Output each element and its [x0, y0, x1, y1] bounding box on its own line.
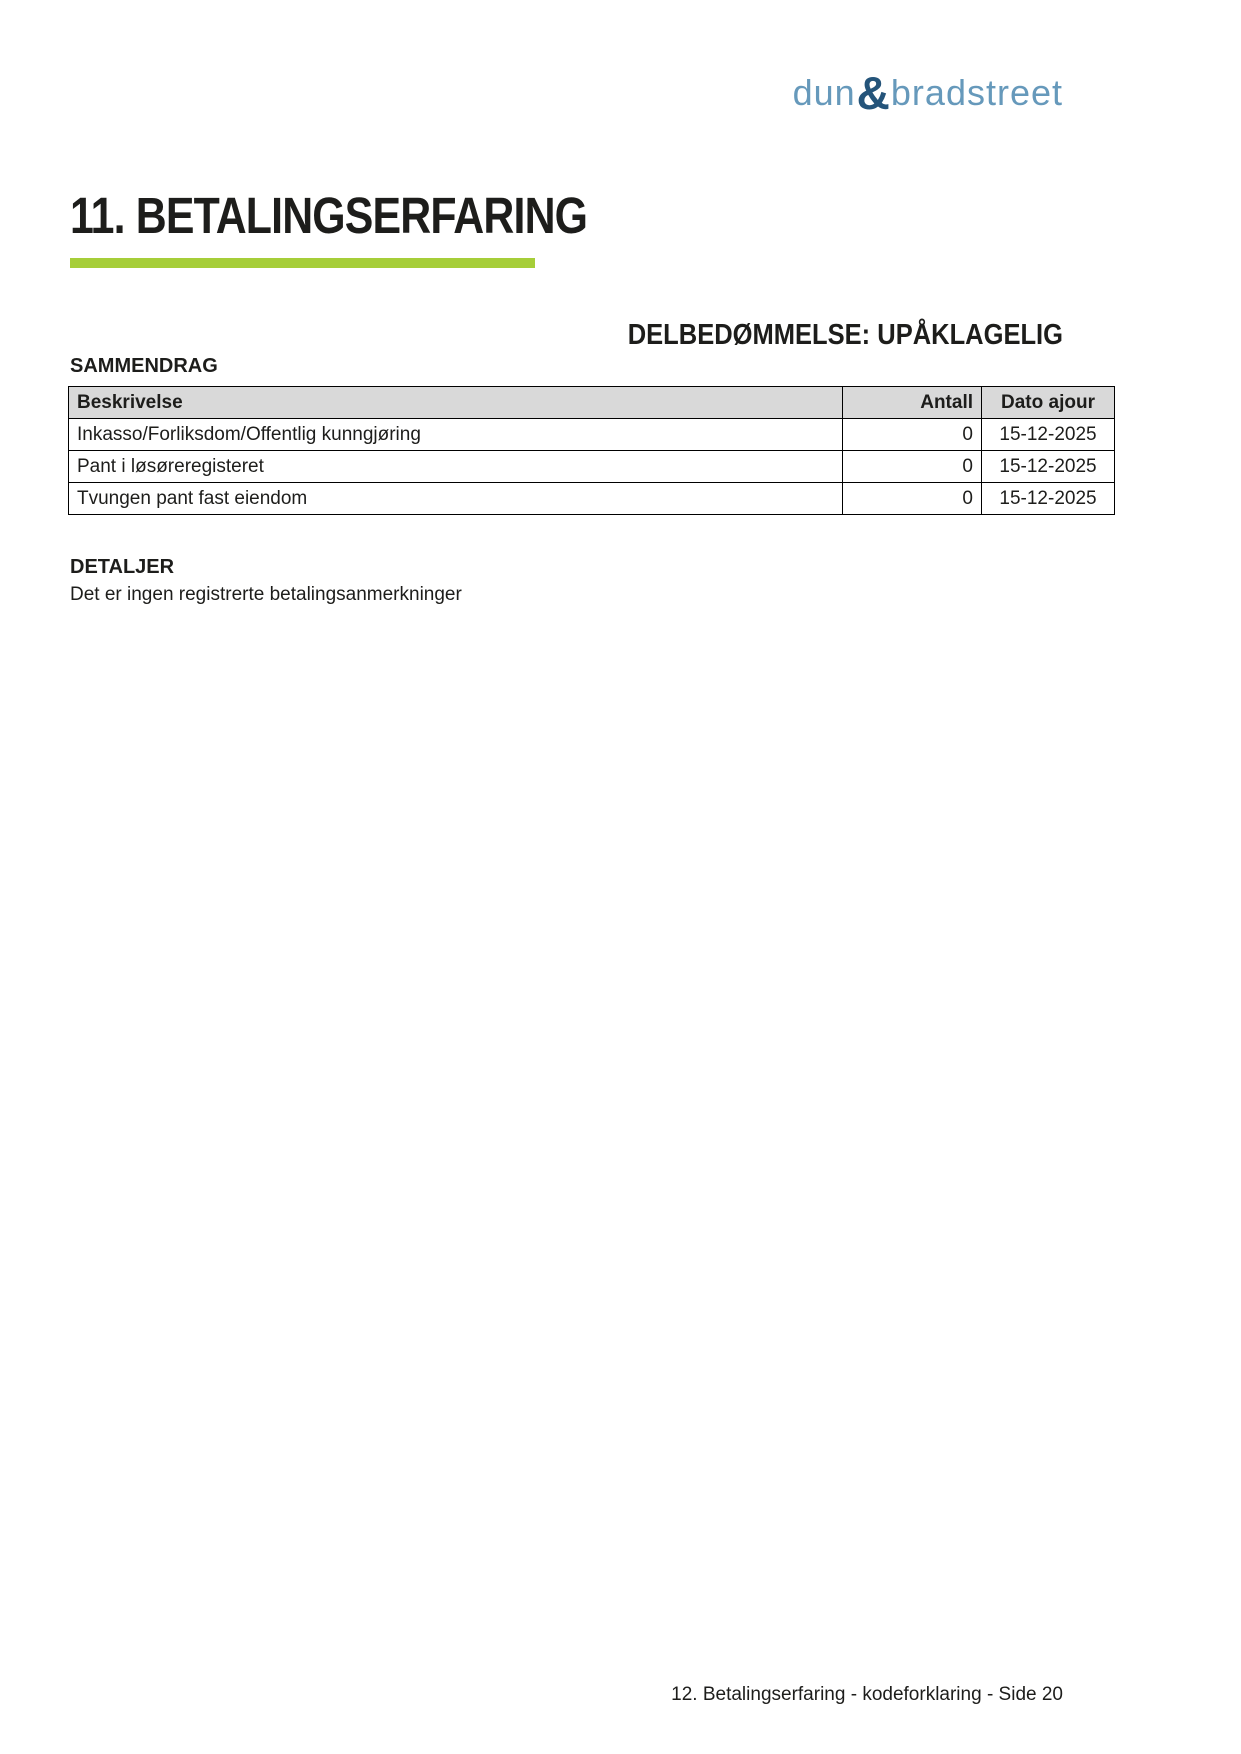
table-row	[69, 483, 1115, 515]
cell-antall: 0	[843, 451, 982, 483]
cell-antall: 0	[843, 483, 982, 515]
cell-dato-ajour: 15-12-2025	[982, 483, 1115, 515]
cell-dato-ajour: 15-12-2025	[982, 419, 1115, 451]
details-section-label: DETALJER	[70, 556, 175, 578]
cell-beskrivelse: Tvungen pant fast eiendom	[69, 483, 843, 515]
logo-ampersand-icon: &	[856, 67, 890, 119]
cell-dato-ajour: 15-12-2025	[982, 451, 1115, 483]
cell-antall: 0	[843, 419, 982, 451]
table-header-row	[69, 387, 1115, 419]
logo-word-bradstreet: bradstreet	[890, 72, 1063, 113]
summary-table	[68, 386, 1115, 515]
dun-bradstreet-logo	[0, 67, 1063, 119]
cell-beskrivelse: Inkasso/Forliksdom/Offentlig kunngjøring	[69, 419, 843, 451]
column-header-antall: Antall	[843, 387, 982, 419]
summary-table-header	[69, 387, 1115, 419]
page-title: 11. BETALINGSERFARING	[70, 187, 588, 244]
sub-assessment-headline: DELBEDØMMELSE: UPÅKLAGELIG	[627, 319, 1063, 351]
details-text: Det er ingen registrerte betalingsanmerkninger	[70, 584, 462, 605]
summary-table-body	[69, 419, 1115, 515]
summary-section-label: SAMMENDRAG	[70, 355, 218, 377]
page-footer: 12. Betalingserfaring - kodeforklaring - Side 20	[671, 1684, 1063, 1705]
column-header-beskrivelse: Beskrivelse	[69, 387, 843, 419]
table-row	[69, 419, 1115, 451]
table-row	[69, 451, 1115, 483]
logo-word-dun: dun	[792, 72, 856, 113]
title-accent-bar	[70, 258, 535, 268]
column-header-dato-ajour: Dato ajour	[982, 387, 1115, 419]
cell-beskrivelse: Pant i løsøreregisteret	[69, 451, 843, 483]
